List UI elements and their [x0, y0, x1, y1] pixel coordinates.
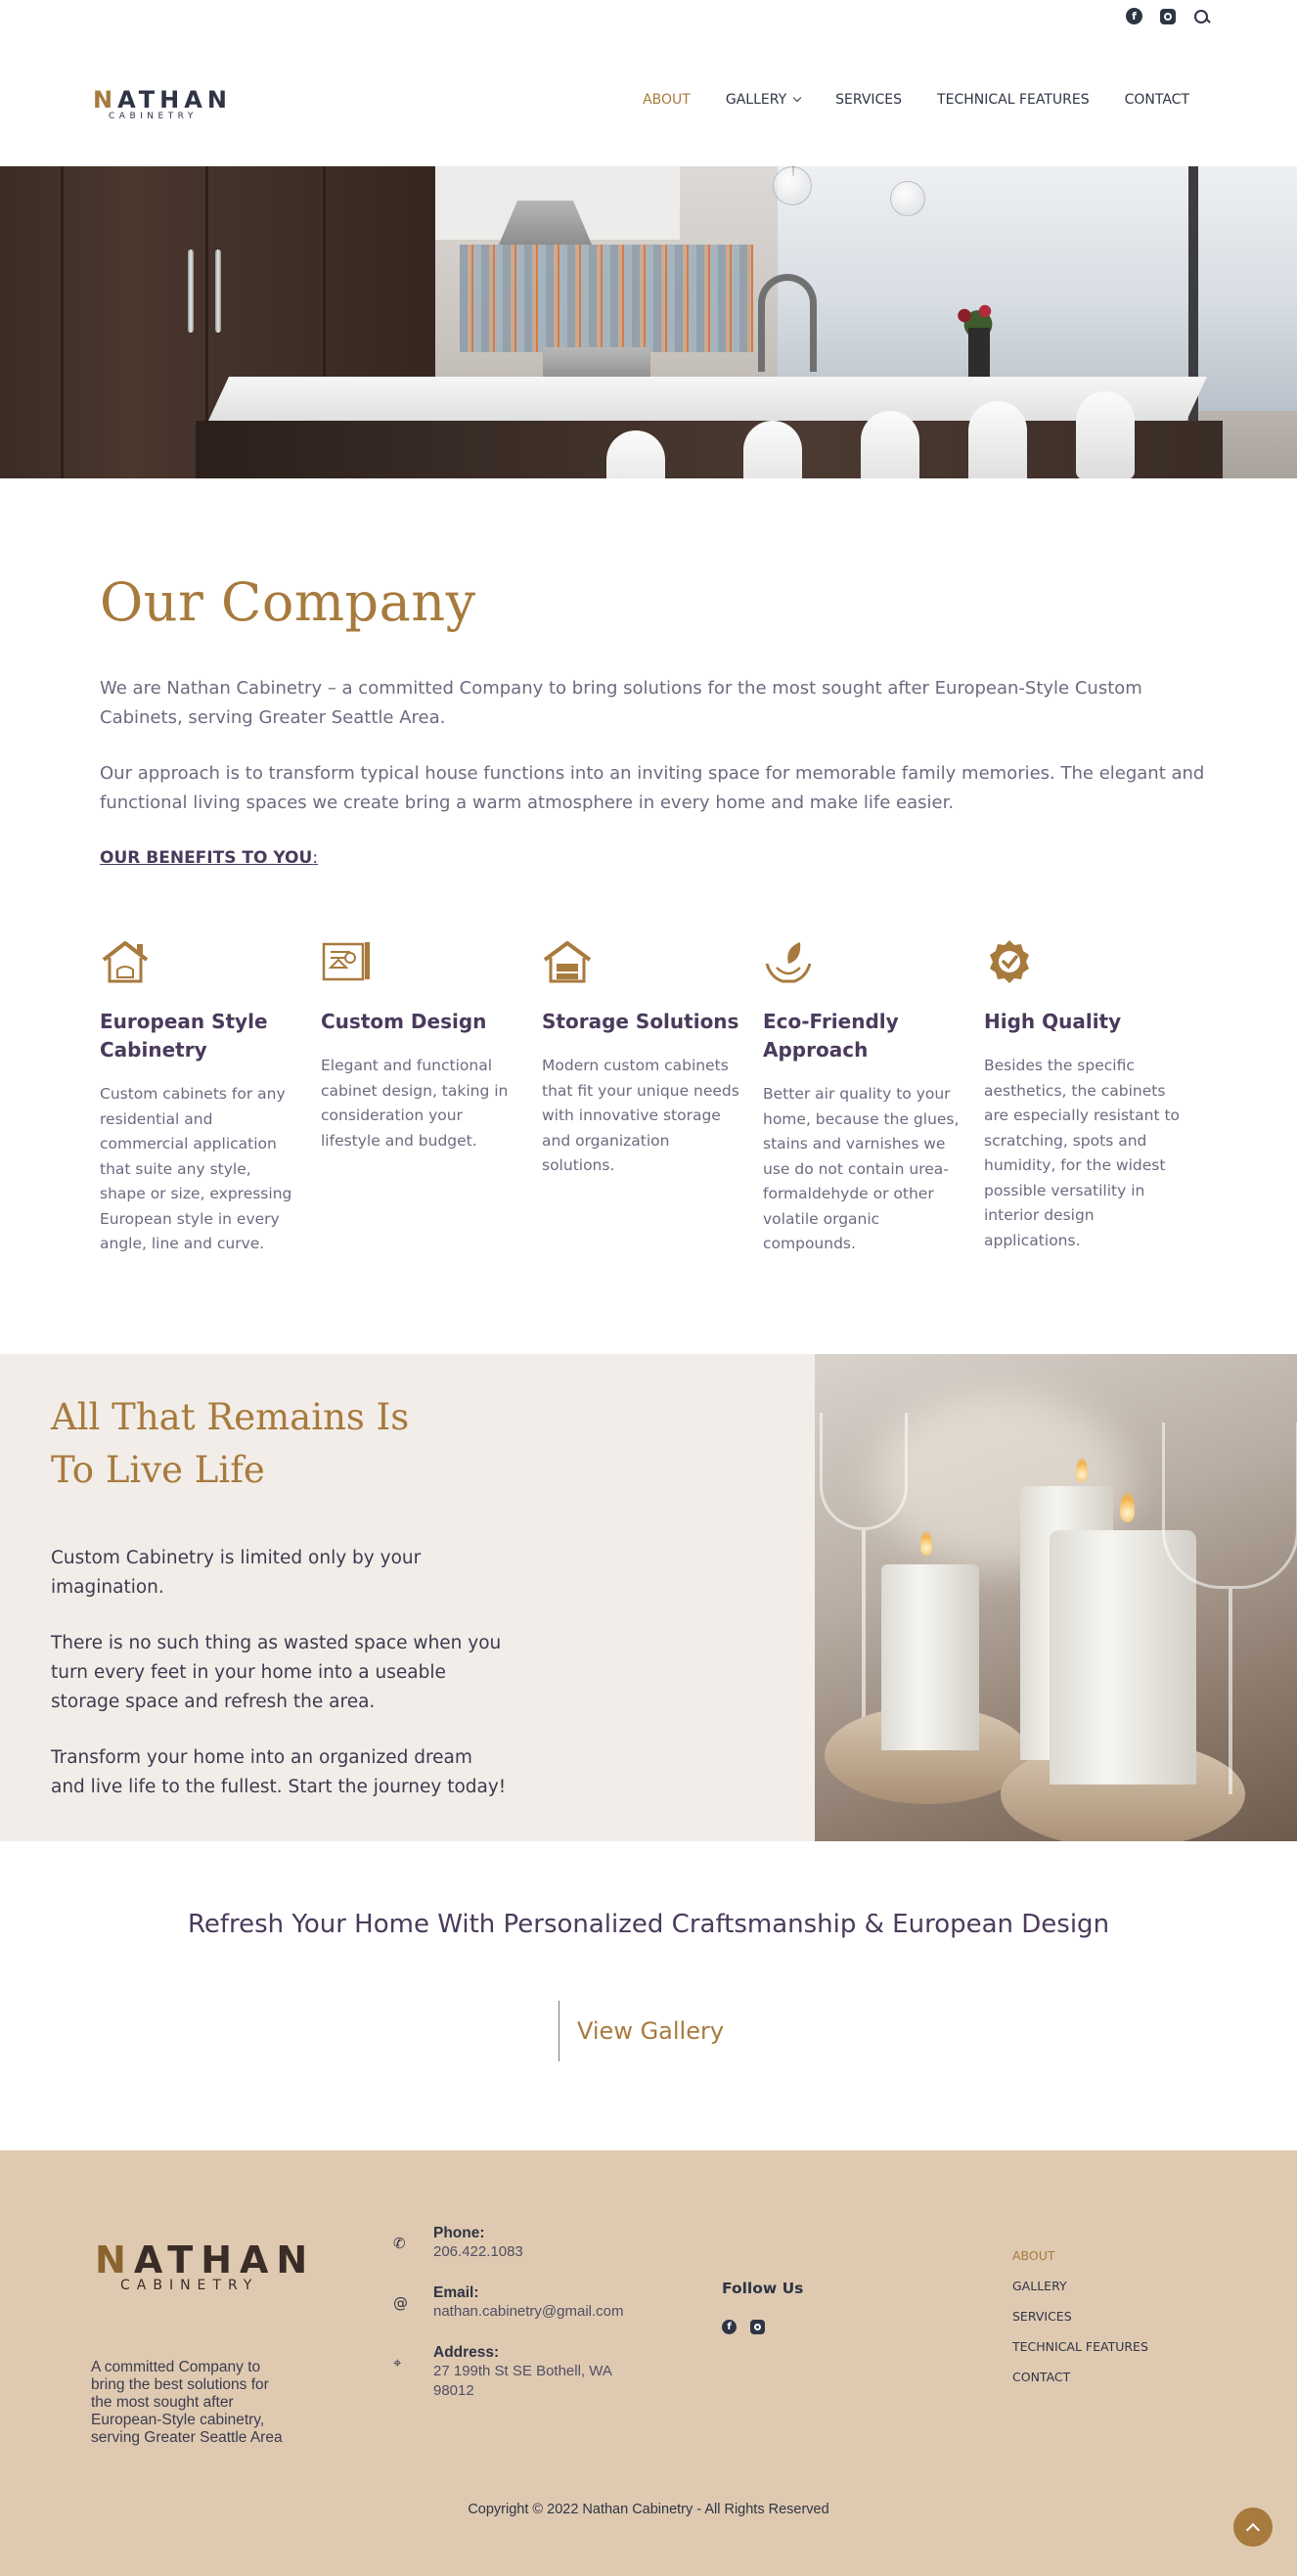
footer-tagline: A committed Company to bring the best solutions for the most sought after European-Style cabinetry, serving Greater Seattle Area [91, 2359, 283, 2446]
feature-european-style [100, 938, 321, 1257]
house-icon [100, 938, 151, 985]
company-intro: We are Nathan Cabinetry – a committed Company to bring solutions for the most sought after European-Style Custom Cabinets, serving Greater Seattle Area. [100, 678, 1142, 728]
nav-technical-features[interactable]: TECHNICAL FEATURES [937, 92, 1090, 108]
candles-image [815, 1354, 1297, 1841]
benefits-colon: : [312, 848, 319, 868]
live-life-title: All That Remains Is To Live Life [51, 1396, 410, 1491]
benefits-label: OUR BENEFITS TO YOU [100, 848, 313, 868]
footer-social-icons [722, 2320, 765, 2334]
email-icon: @ [393, 2294, 408, 2312]
feature-description: Modern custom cabinets that fit your unique needs with innovative storage and organization solutions. [542, 1057, 739, 1174]
view-gallery-button[interactable]: View Gallery [559, 2001, 724, 2061]
top-bar [0, 0, 1297, 39]
footer-nav [1012, 2248, 1148, 2400]
footer-nav-services[interactable]: SERVICES [1012, 2309, 1072, 2324]
contact-phone [391, 2224, 685, 2262]
benefits-list [100, 938, 1205, 1257]
live-life-paragraph: Transform your home into an organized dream and live life to the fullest. Start the journey today! [51, 1747, 507, 1797]
feature-description: Better air quality to your home, because the glues, stains and varnishes we use do not contain urea-formaldehyde or other volatile organic compounds. [763, 1085, 960, 1252]
footer-logo-subtitle: CABINETRY [120, 2278, 259, 2293]
instagram-icon[interactable] [1160, 9, 1176, 24]
social-icons [1126, 8, 1209, 24]
main-nav [643, 92, 1189, 108]
our-company-section [0, 478, 1297, 1354]
feature-title: Storage Solutions [542, 1010, 739, 1033]
live-life-section [0, 1354, 1297, 1841]
logo-word: ATHAN [117, 86, 232, 113]
address-value: 27 199th St SE Bothell, WA 98012 [433, 2363, 612, 2399]
site-header [0, 39, 1297, 166]
feature-custom-design [321, 938, 542, 1257]
address-label: Address: [433, 2344, 500, 2361]
nav-contact[interactable]: CONTACT [1124, 92, 1189, 108]
refresh-title: Refresh Your Home With Personalized Craftsmanship & European Design [187, 1910, 1110, 1939]
feature-description: Besides the specific aesthetics, the cabinets are especially resistant to scratching, spots and humidity, for the widest possible versatility in interior design applications. [984, 1057, 1181, 1249]
email-label: Email: [433, 2284, 479, 2301]
phone-label: Phone: [433, 2225, 485, 2241]
company-approach: Our approach is to transform typical house functions into an inviting space for memorable family memories. The elegant and functional living spaces we create bring a warm atmosphere in every home and make life easier. [100, 763, 1205, 813]
logo-letter: N [93, 86, 118, 113]
feature-title: Eco-Friendly Approach [763, 1010, 899, 1062]
feature-description: Elegant and functional cabinet design, taking in consideration your lifestyle and budget. [321, 1057, 509, 1150]
blueprint-icon [321, 938, 372, 985]
footer-nav-gallery[interactable]: GALLERY [1012, 2279, 1067, 2293]
feature-high-quality [984, 938, 1205, 1257]
scroll-to-top-button[interactable] [1233, 2508, 1273, 2547]
search-icon[interactable] [1193, 9, 1209, 24]
benefits-heading [100, 848, 318, 868]
facebook-icon[interactable]: f [722, 2320, 737, 2334]
nav-about[interactable]: ABOUT [643, 92, 691, 108]
chevron-down-icon [793, 94, 801, 102]
site-logo[interactable] [93, 86, 232, 121]
footer-logo[interactable] [95, 2238, 316, 2293]
copyright: Copyright © 2022 Nathan Cabinetry - All Rights Reserved [468, 2502, 829, 2517]
live-life-paragraph: Custom Cabinetry is limited only by your imagination. [51, 1548, 422, 1598]
footer-logo-letter: N [95, 2238, 134, 2282]
refresh-section [0, 1841, 1297, 2150]
footer-nav-about[interactable]: ABOUT [1012, 2248, 1055, 2263]
footer-logo-word: ATHAN [133, 2238, 316, 2282]
phone-link[interactable]: 206.422.1083 [433, 2243, 523, 2260]
footer-nav-technical-features[interactable]: TECHNICAL FEATURES [1012, 2339, 1148, 2354]
contact-address [391, 2343, 685, 2401]
logo-subtitle: CABINETRY [109, 112, 198, 121]
feature-storage-solutions [542, 938, 763, 1257]
feature-title: Custom Design [321, 1010, 487, 1033]
hero-kitchen-image [0, 166, 1297, 478]
storage-icon [542, 938, 593, 985]
location-pin-icon: ⌖ [393, 2354, 402, 2372]
nav-gallery-label: GALLERY [725, 92, 787, 108]
follow-us-heading: Follow Us [722, 2280, 804, 2297]
footer-nav-contact[interactable]: CONTACT [1012, 2370, 1071, 2384]
feature-eco-friendly [763, 938, 984, 1257]
phone-icon: ✆ [393, 2235, 406, 2252]
nav-gallery[interactable] [726, 92, 800, 108]
company-title: Our Company [100, 571, 476, 633]
contact-email [391, 2283, 685, 2322]
instagram-icon[interactable] [750, 2320, 765, 2334]
quality-badge-icon [984, 938, 1035, 985]
feature-title: High Quality [984, 1010, 1122, 1033]
leaf-hands-icon [763, 938, 814, 985]
facebook-icon[interactable]: f [1126, 8, 1142, 24]
feature-description: Custom cabinets for any residential and commercial application that suite any style, shape or size, expressing European style in every angle, line and curve. [100, 1085, 292, 1252]
footer-contact [391, 2224, 685, 2422]
email-link[interactable]: nathan.cabinetry@gmail.com [433, 2303, 624, 2320]
site-footer [0, 2150, 1297, 2576]
chevron-up-icon [1246, 2522, 1260, 2536]
live-life-paragraph: There is no such thing as wasted space when you turn every feet in your home into a useable storage space and refresh the area. [51, 1633, 502, 1712]
feature-title: European Style Cabinetry [100, 1010, 268, 1062]
nav-services[interactable]: SERVICES [835, 92, 903, 108]
